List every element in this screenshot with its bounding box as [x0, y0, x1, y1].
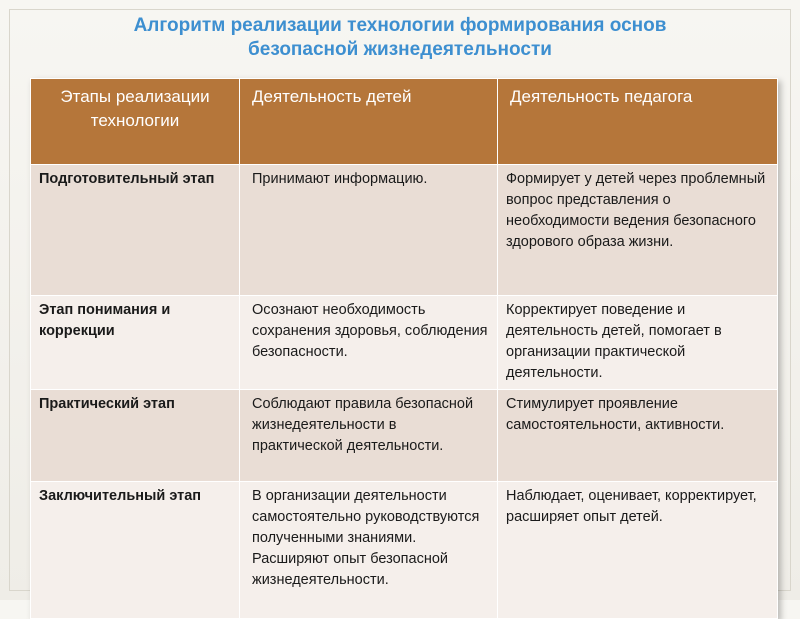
children-activity-cell: Осознают необходимость сохранения здоровья, соблюдения безопасности.	[240, 296, 498, 390]
children-activity-cell: Принимают информацию.	[240, 165, 498, 296]
teacher-activity-cell: Формирует у детей через проблемный вопрос представления о необходимости ведения безопасного здорового образа жизни.	[498, 165, 778, 296]
stage-cell: Заключительный этап	[31, 482, 240, 619]
children-activity-cell: Соблюдают правила безопасной жизнедеятельности в практической деятельности.	[240, 390, 498, 482]
table-row	[31, 482, 778, 619]
teacher-activity-cell: Корректирует поведение и деятельность детей, помогает в организации практической деятельности.	[498, 296, 778, 390]
children-activity-cell: В организации деятельности самостоятельно руководствуются полученными знаниями. Расширяют опыт безопасной жизнедеятельности.	[240, 482, 498, 619]
stage-cell: Подготовительный этап	[31, 165, 240, 296]
slide-title	[30, 14, 770, 62]
header-children-activity: Деятельность детей	[240, 79, 498, 165]
table-header-row	[31, 79, 778, 165]
slide-title-line-2: безопасной жизнедеятельности	[248, 39, 552, 60]
header-teacher-activity: Деятельность педагога	[498, 79, 778, 165]
header-stages: Этапы реализации технологии	[31, 79, 240, 165]
table-row	[31, 296, 778, 390]
teacher-activity-cell: Стимулирует проявление самостоятельности, активности.	[498, 390, 778, 482]
slide-title-line-1: Алгоритм реализации технологии формирования основ	[133, 15, 667, 36]
algorithm-table	[30, 78, 778, 619]
table-row	[31, 165, 778, 296]
stage-cell: Практический этап	[31, 390, 240, 482]
stage-cell: Этап понимания и коррекции	[31, 296, 240, 390]
teacher-activity-cell: Наблюдает, оценивает, корректирует, расширяет опыт детей.	[498, 482, 778, 619]
table-row	[31, 390, 778, 482]
